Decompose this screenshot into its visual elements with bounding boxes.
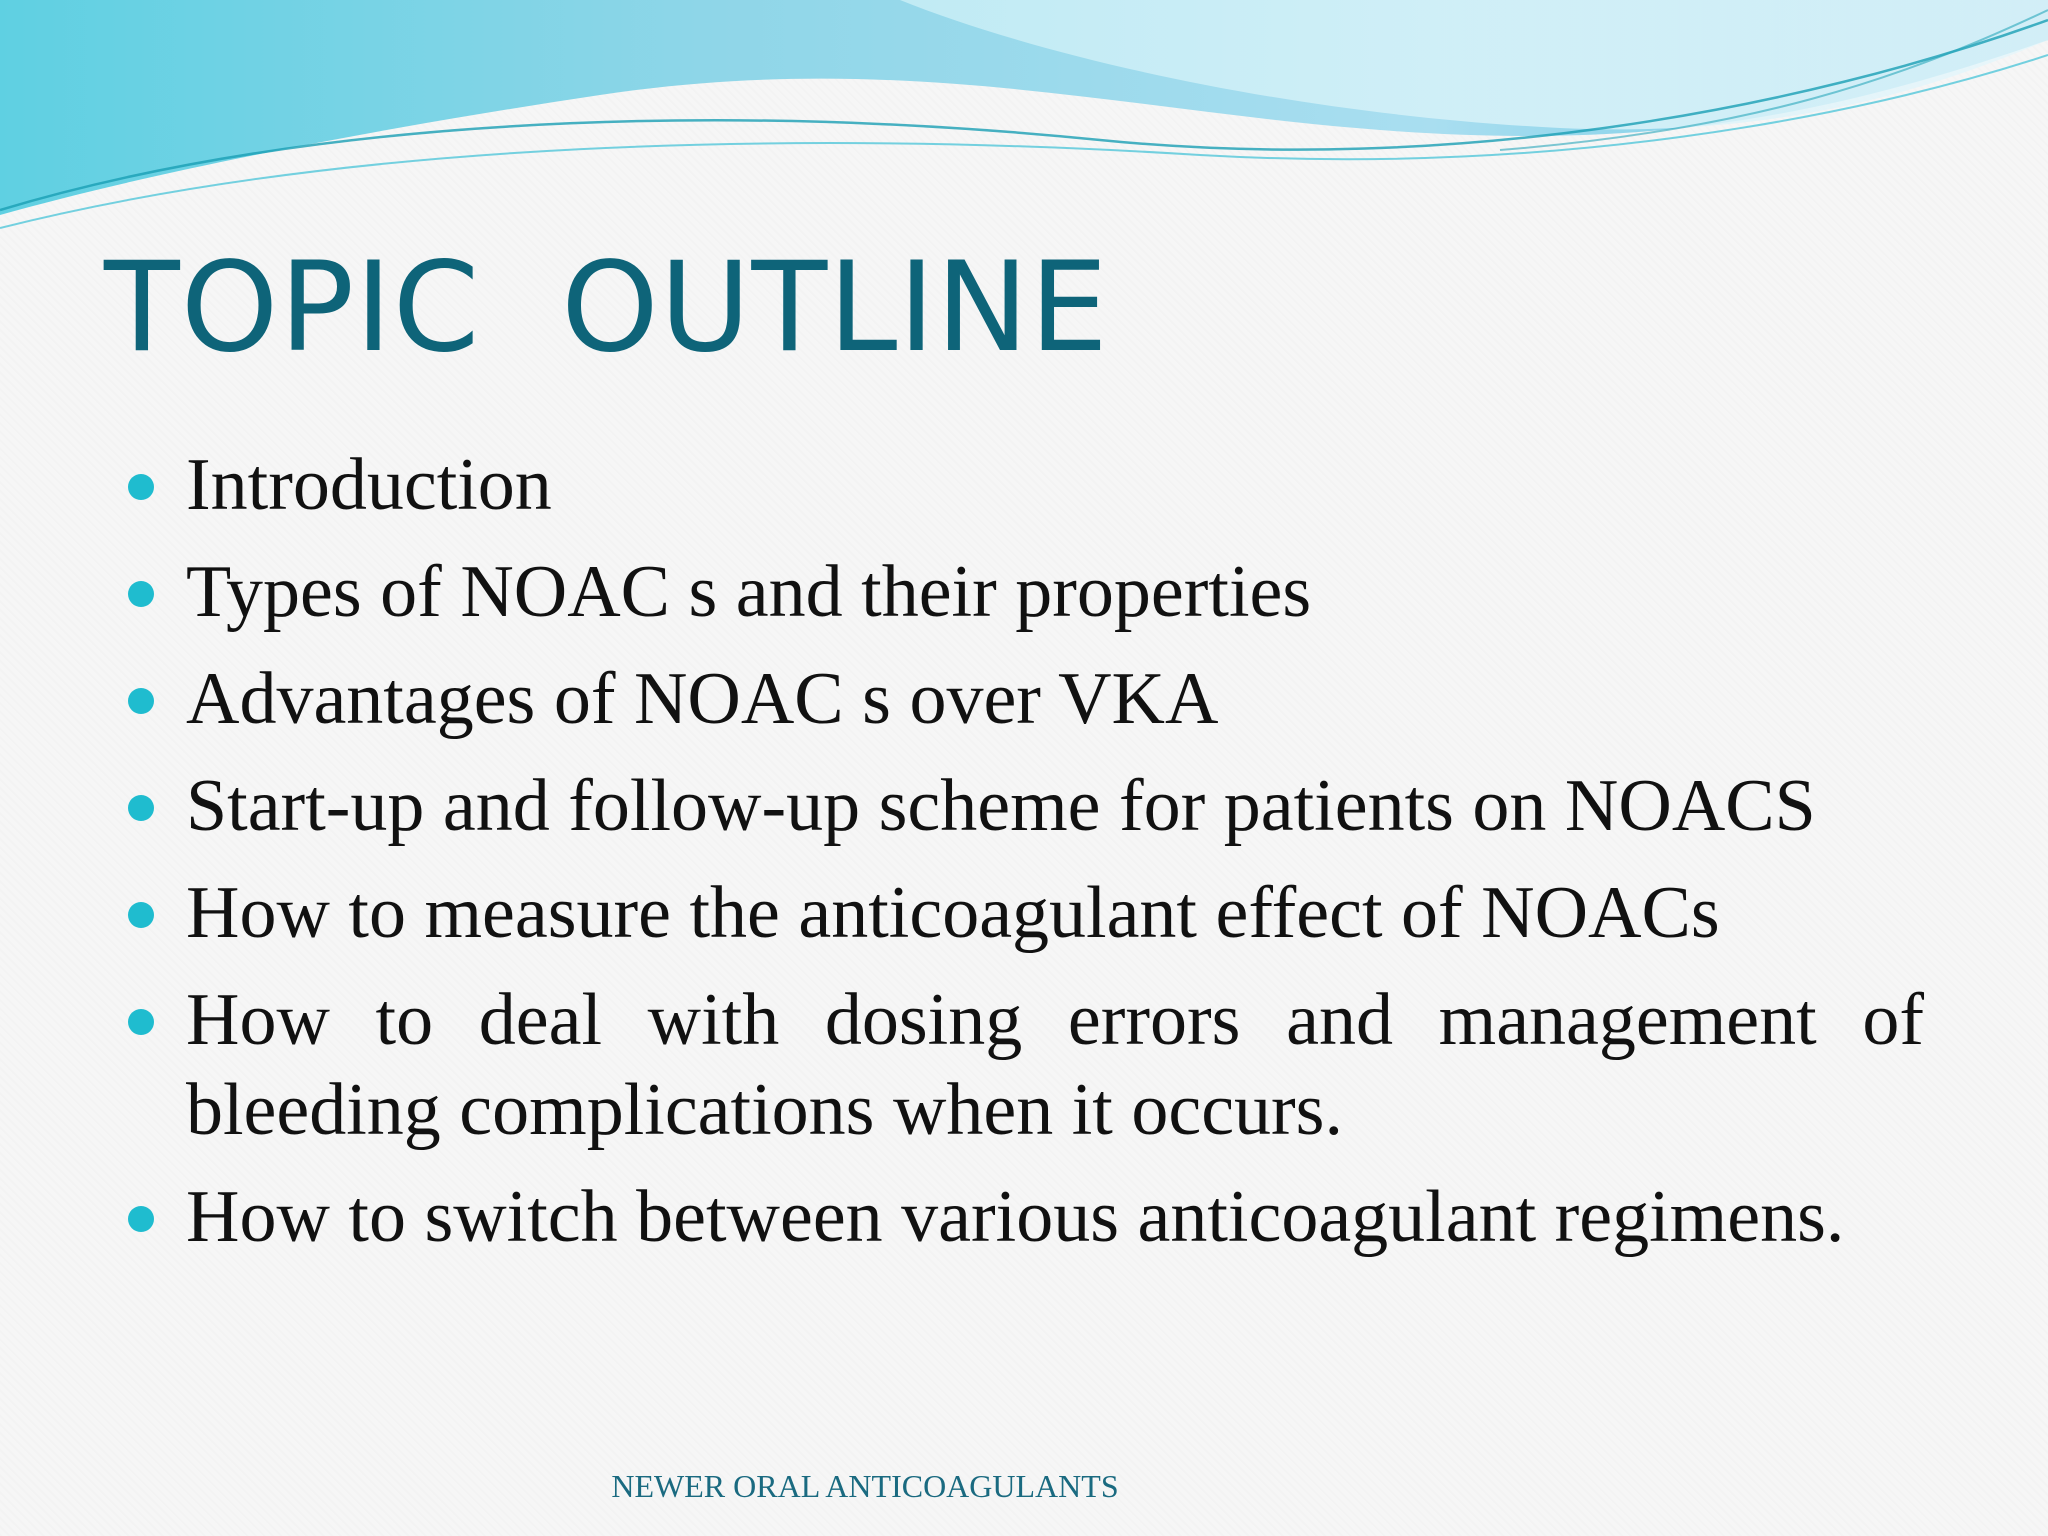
bullet-icon (128, 581, 154, 607)
list-item-advantages (128, 654, 1924, 744)
slide-footer: NEWER ORAL ANTICOAGULANTS (611, 1468, 1119, 1504)
bullet-icon (128, 1206, 154, 1232)
bullet-icon (128, 1009, 154, 1035)
bullet-icon (128, 474, 154, 500)
list-item-text: Introduction (186, 444, 552, 526)
topic-list (128, 440, 1924, 1279)
list-item-text: How to deal with dosing errors and management of bleeding complications when it occurs. (186, 979, 1924, 1151)
list-item-types (128, 547, 1924, 637)
list-item-text: Start-up and follow-up scheme for patients on NOACS (186, 765, 1816, 847)
list-item-measure (128, 868, 1924, 958)
list-item-text: Types of NOAC s and their properties (186, 551, 1312, 633)
bullet-icon (128, 795, 154, 821)
list-item-text: How to switch between various anticoagulant regimens. (186, 1176, 1845, 1258)
list-item-text: How to measure the anticoagulant effect of NOACs (186, 872, 1720, 954)
list-item-dosing-errors (128, 975, 1924, 1155)
bullet-icon (128, 902, 154, 928)
bullet-icon (128, 688, 154, 714)
list-item-startup (128, 761, 1924, 851)
list-item-text: Advantages of NOAC s over VKA (186, 658, 1219, 740)
slide-title: TOPIC OUTLINE (104, 236, 1109, 380)
list-item-switch (128, 1172, 1924, 1262)
header-wave-decoration (0, 0, 2048, 240)
list-item-introduction (128, 440, 1924, 530)
